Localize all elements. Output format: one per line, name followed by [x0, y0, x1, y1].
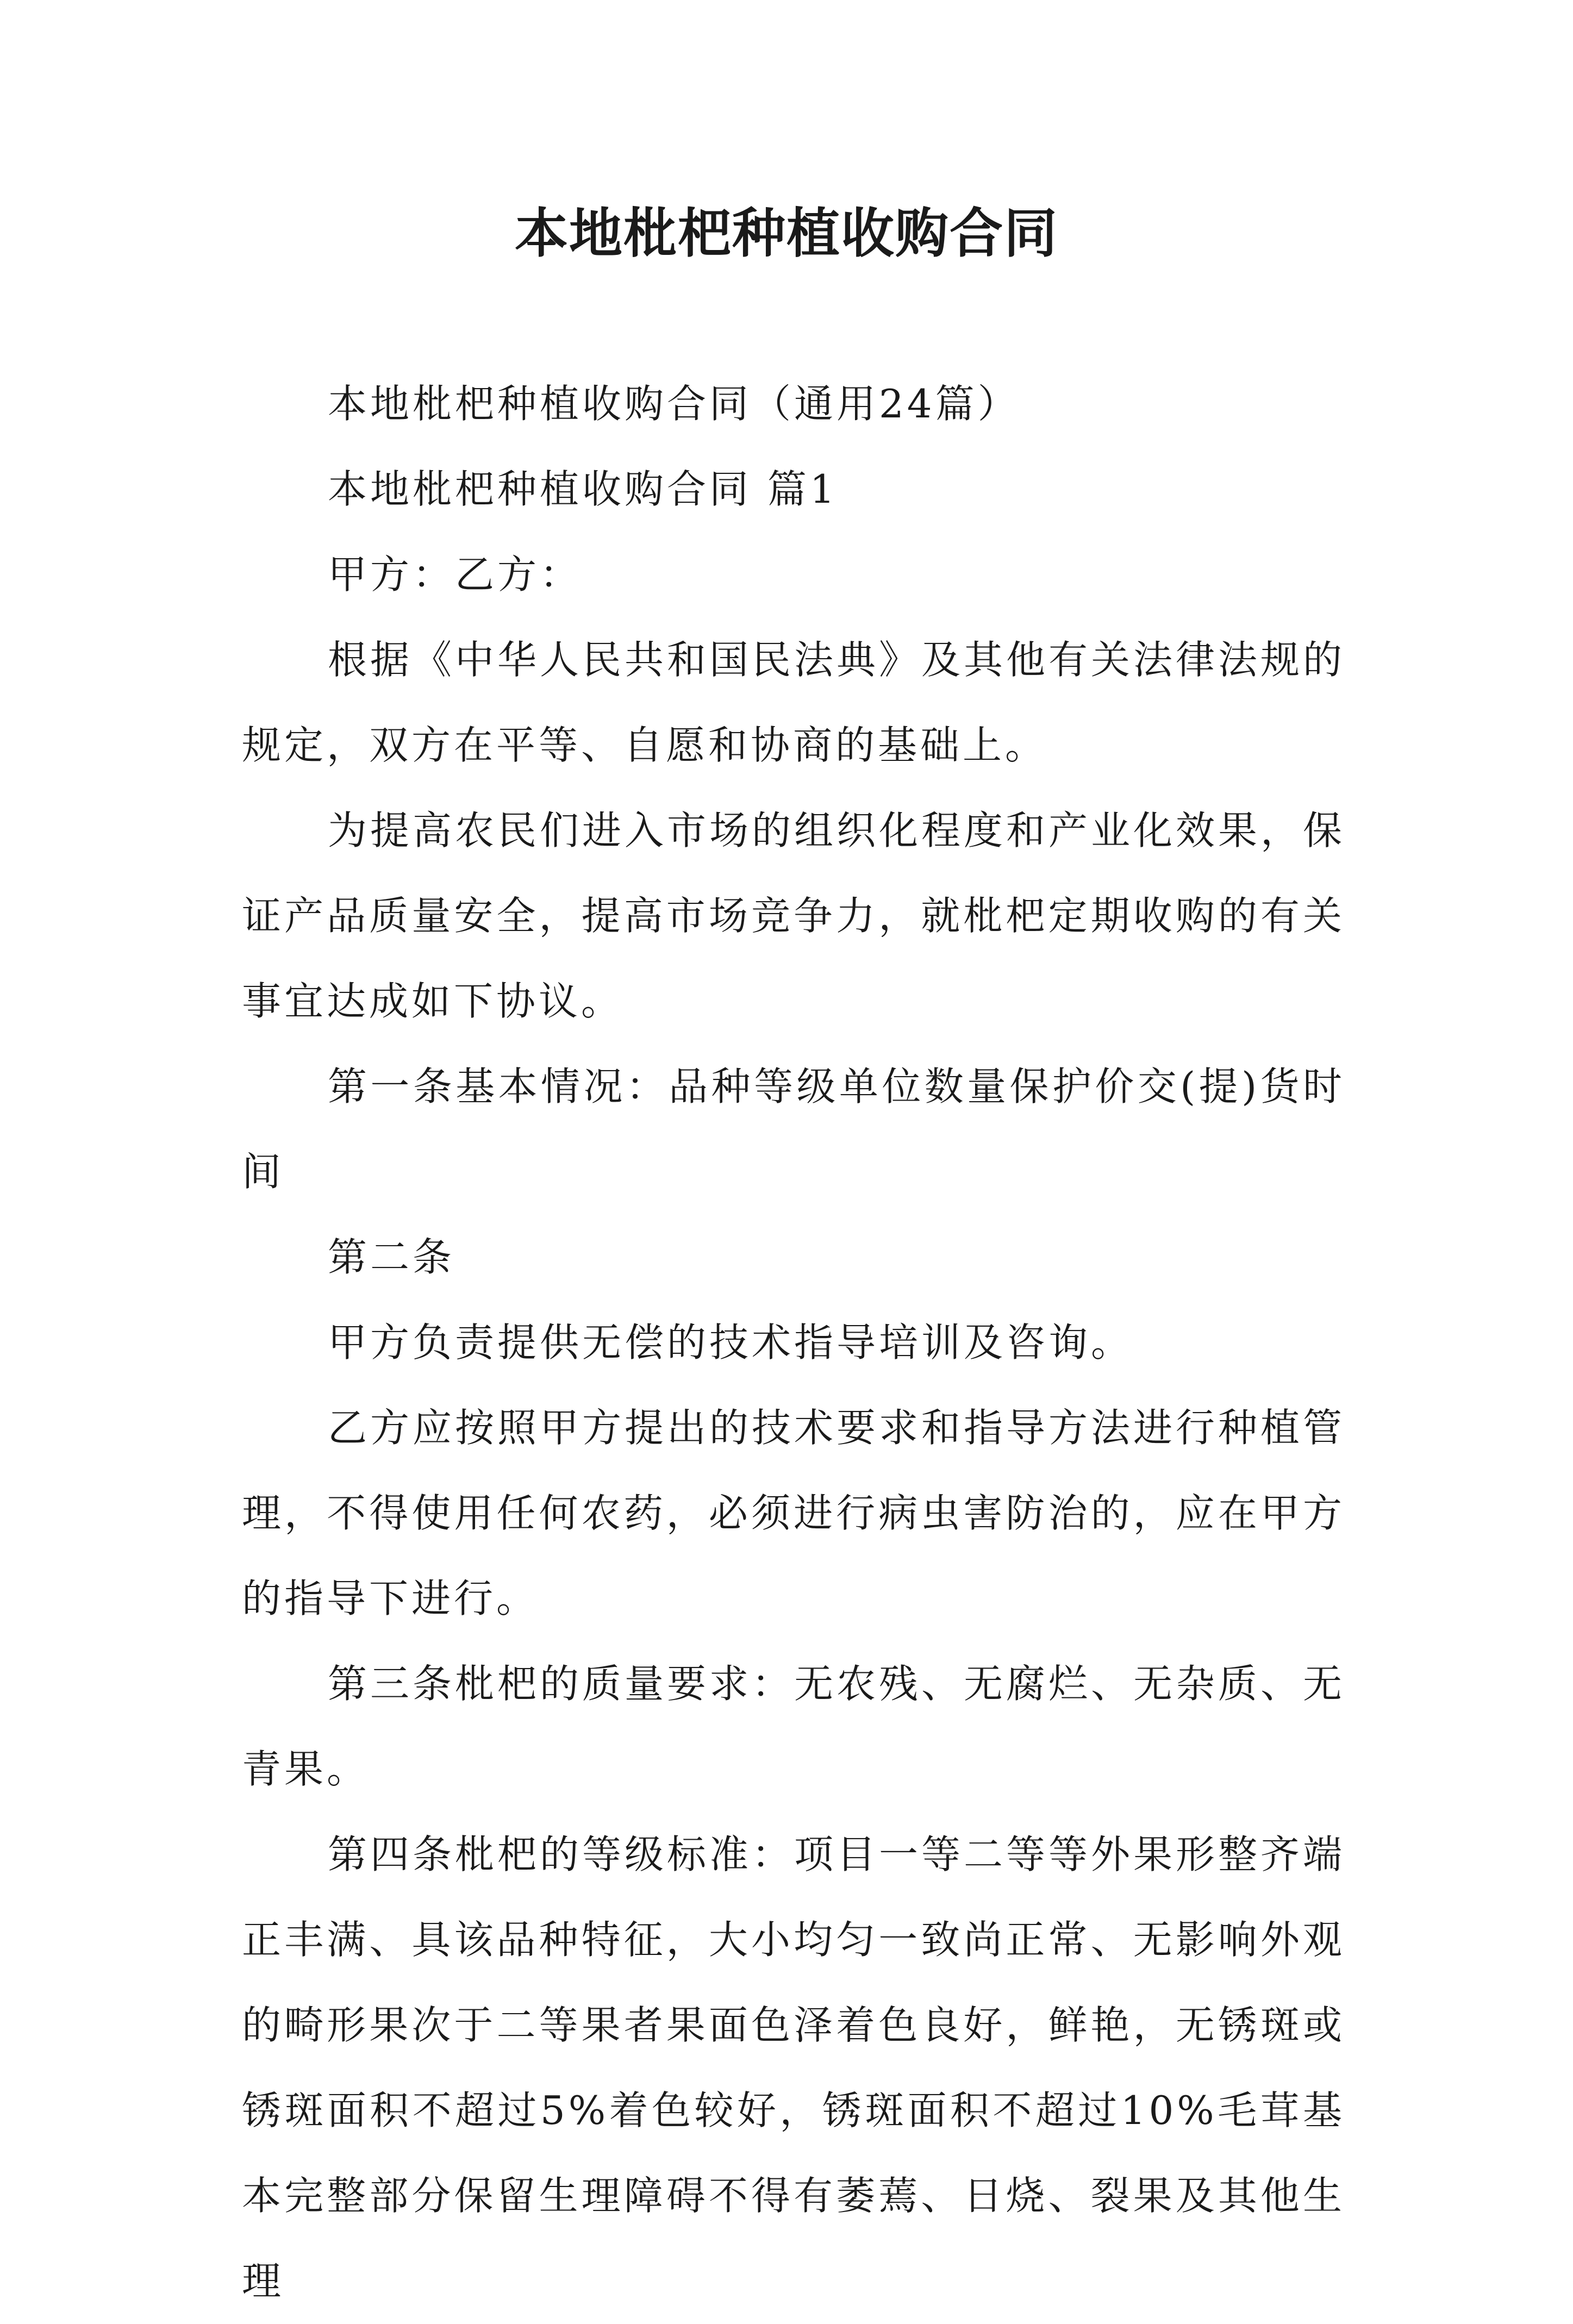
paragraph-article-2-party-b: 乙方应按照甲方提出的技术要求和指导方法进行种植管理，不得使用任何农药，必须进行病虫害防治的，应在甲方的指导下进行。 [242, 1405, 1346, 1621]
paragraph-purpose: 为提高农民们进入市场的组织化程度和产业化效果，保证产品质量安全，提高市场竞争力，就枇杷定期收购的有关事宜达成如下协议。 [242, 808, 1346, 1024]
paragraph-article-2-heading: 第二条 [328, 1234, 455, 1280]
paragraph-article-2-party-a: 甲方负责提供无偿的技术指导培训及咨询。 [328, 1320, 1134, 1365]
paragraph-section-heading: 本地枇杷种植收购合同 篇1 [328, 466, 838, 512]
paragraph-legal-basis: 根据《中华人民共和国民法典》及其他有关法律法规的规定，双方在平等、自愿和协商的基础上。 [242, 637, 1346, 768]
paragraph-parties: 甲方：乙方： [328, 552, 583, 597]
document-title: 本地枇杷种植收购合同 [514, 202, 1058, 265]
paragraph-article-4: 第四条枇杷的等级标准：项目一等二等等外果形整齐端正丰满、具该品种特征，大小均匀一致尚正常、无影响外观的畸形果次于二等果者果面色泽着色良好，鲜艳，无锈斑或锈斑面积不超过5%着色较好，锈斑面积不超过10%毛茸基本完整部分保留生理障碍不得有萎蔫、日烧、裂果及其他生理 [242, 1832, 1346, 2304]
paragraph-article-3: 第三条枇杷的质量要求：无农残、无腐烂、无杂质、无青果。 [242, 1661, 1346, 1792]
paragraph-article-1: 第一条基本情况：品种等级单位数量保护价交(提)货时间 [242, 1064, 1345, 1195]
paragraph-subtitle: 本地枇杷种植收购合同（通用24篇） [328, 381, 1020, 427]
document-body [242, 361, 1345, 2324]
